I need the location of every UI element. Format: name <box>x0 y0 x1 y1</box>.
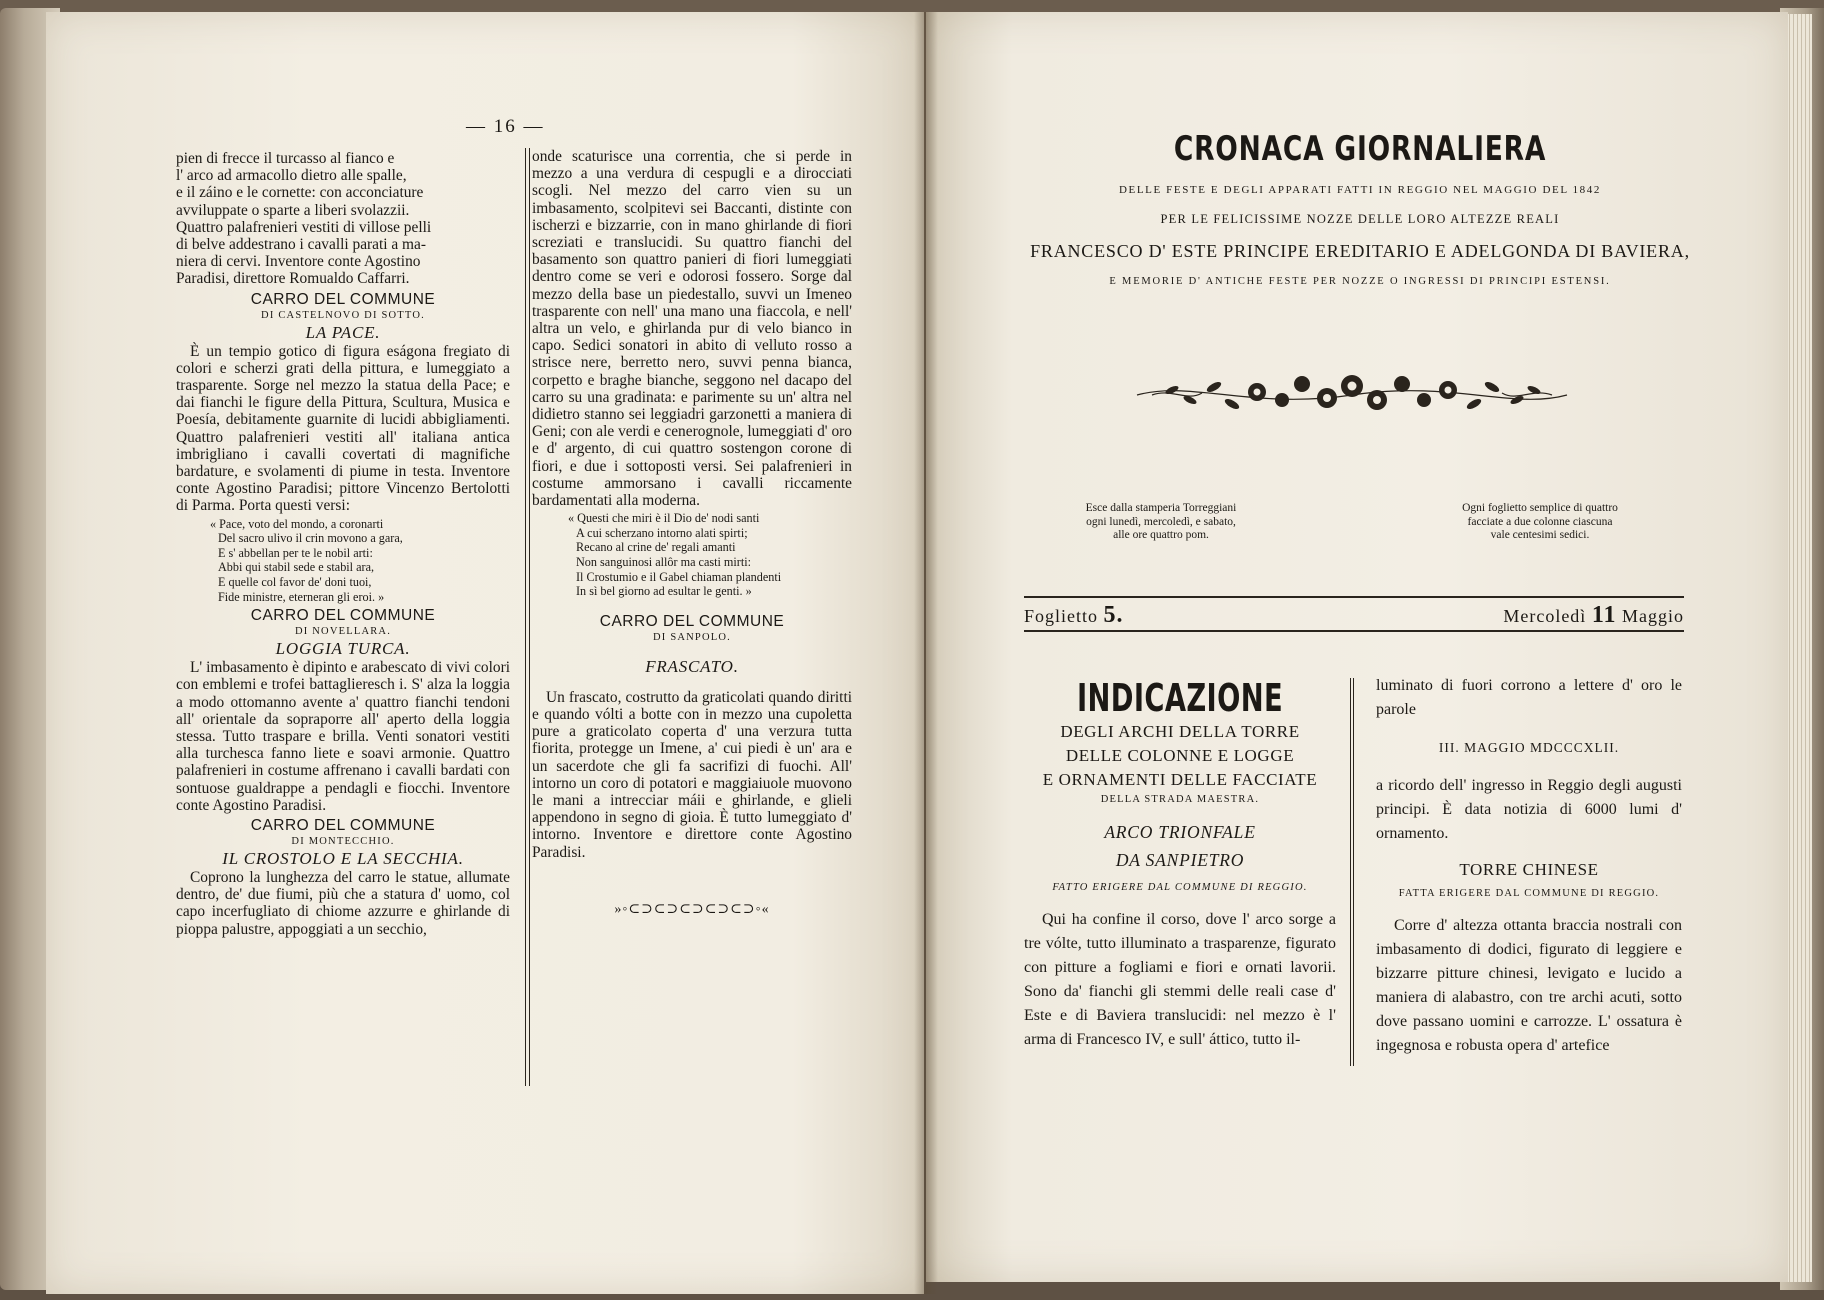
text-line: Quattro palafrenieri vestiti di villose pelli <box>176 218 432 236</box>
article-heading: DEGLI ARCHI DELLA TORRE <box>1060 722 1300 741</box>
article-subheading: DELLA STRADA MAESTRA. <box>1100 794 1260 805</box>
date-day: 11 <box>1591 602 1617 628</box>
verse-line: Abbi qui stabil sede e stabil ara, <box>218 560 375 575</box>
column-divider <box>525 148 530 1086</box>
intro-text <box>176 150 510 288</box>
text-line: niera di cervi. Inventore conte Agostino <box>176 253 421 271</box>
text-line: pien di frecce il turcasso al fianco e <box>176 150 395 167</box>
section-body: Coprono la lunghezza del carro le statue, allumate dentro, de' due fiumi, più che a statura d' uomo, col capo incerfugliato di chiome azzurre e ghirlande di pioppa palustre, appoggiati a un secchio, <box>176 869 510 938</box>
rule-top <box>1024 596 1684 598</box>
right-column-1 <box>1024 676 1336 1052</box>
section-body: L' imbasamento è dipinto e arabescato di vivi colori con emblemi e trofei battaglieresch i. S' alza la loggia a modo ottomanno avente a' quattro fianchi tendoni all' orientale da sopraporre all' aperto della loggia stessa. Tutto traspare e brilla. Venti sonatori vestiti alla turchesca fanno liete e soavi armonie. Quattro palafrenieri in costume affrenano i cavalli bardati con sontuose gualdrappe a pendagli e fiocchi. Inventore conte Agostino Paradisi. <box>176 659 510 814</box>
section-title: LA PACE. <box>305 322 381 342</box>
page-number: — 16 — <box>466 116 545 137</box>
section-body: Corre d' altezza ottanta braccia nostrali con imbasamento di dodici, figurato di leggiere e bizzarre pitture chinesi, levigato e lucido a maniera di alabastro, con tre archi acuti, sotto dove passano uomini e carrozze. L' ossatura è ingegnosa e robusta opera d' artefice <box>1376 917 1682 1054</box>
issue-bar <box>1024 602 1684 628</box>
verse-line: E quelle col favor de' doni tuoi, <box>218 575 372 590</box>
price-info <box>1430 502 1650 543</box>
issue-label: Foglietto <box>1024 606 1099 626</box>
section-title: LOGGIA TURCA. <box>275 639 411 659</box>
section-heading: CARRO DEL COMMUNE <box>599 612 785 630</box>
section-place: DI CASTELNOVO DI SOTTO. <box>261 309 425 321</box>
issue-date <box>1503 602 1684 629</box>
verse-line: Non sanguinosi allôr ma casti mirti: <box>576 555 751 570</box>
section-body: onde scaturisce una correntia, che si perde in mezzo a una verdura di cespugli e a dirocciati scogli. Nel mezzo del carro vien su un imbasamento, scolpitevi sei Baccanti, distinte con ischerzi e bizzarrie, con in mano ghirlande di fiori screziati e translucidi. Su quattro fianchi del basamento son quattro panieri di fiori lumeggiati dentro come se veri e odorosi fossero. Sorge dal mezzo della base un piedestallo, suvvi un Imeneo trasparente con nell' una mano una fiaccola, e nell' altra un velo, e ghirlanda pur di velo bianco in capo. Sedici sonatori in abito di velluto rosso a strisce nere, berretto nero, suvvi penna bianca, corpetto e braghe bianche, seggono nel dacapo del carro su una gradinata: e parimente su un' altra nel didietro stanno sei leggiadri garzonetti a maniera di Geni; con ale verdi e cenerognole, lumeggiati d' oro e d' argento, di cui quattro sostengon corone di fiori, e due i sottoposti versi. Sei palafrenieri in costume ammorsano i cavalli riccamente bardamentati alla moderna. <box>532 148 852 510</box>
section-place: DI SANPOLO. <box>653 631 731 643</box>
book-gutter <box>914 12 938 1294</box>
text-line: avviluppate o sparte a liberi svolazzii. <box>176 201 410 219</box>
info-line: ogni lunedì, mercoledì, e sabato, <box>1086 515 1236 528</box>
verse-line: E s' abbellan per te le nobil arti: <box>218 545 373 560</box>
issue-value: 5. <box>1103 602 1124 628</box>
section-subheading: FATTA ERIGERE DAL COMMUNE DI REGGIO. <box>1398 888 1660 899</box>
article-heading: DELLE COLONNE E LOGGE <box>1065 746 1295 765</box>
info-line: Ogni foglietto semplice di quattro <box>1462 502 1618 514</box>
section-title: IL CROSTOLO E LA SECCHIA. <box>222 849 464 869</box>
verse-line: A cui scherzano intorno alati spirti; <box>576 525 748 540</box>
info-line: alle ore quattro pom. <box>1113 529 1209 541</box>
date-month: Maggio <box>1622 606 1684 626</box>
verse-block <box>532 511 852 599</box>
masthead-subtitle: PER LE FELICISSIME NOZZE DELLE LORO ALTEZZE REALI <box>1160 212 1560 226</box>
left-column-2 <box>532 148 852 918</box>
section-heading: CARRO DEL COMMUNE <box>250 607 436 625</box>
section-body: a ricordo dell' ingresso in Reggio degli augusti principi. È data notizia di 6000 lumi d' ornamento. <box>1376 777 1682 842</box>
verse-line: Del sacro ulivo il crin movono a gara, <box>218 531 403 546</box>
section-place: DI NOVELLARA. <box>294 626 392 638</box>
article-heading: E ORNAMENTI DELLE FACCIATE <box>1042 770 1318 789</box>
text-line: Paradisi, direttore Romualdo Caffarri. <box>176 270 410 288</box>
section-title: ARCO TRIONFALE <box>1104 822 1256 842</box>
info-line: facciate a due colonne ciascuna <box>1467 515 1613 528</box>
verse-line: Fide ministre, eterneran gli eroi. » <box>218 589 385 604</box>
section-body: Un frascato, costrutto da graticolati quando diritti e quando vólti a botte con in mezzo una cupoletta pure a graticolato coperta d' una verzura tutta fiorita, protegge un Imene, a' cui piedi è un' ara e un sacerdote che gli fa sacrifizi di fuochi. All' intorno un coro di potatori e maggiaiuole muovono le mani a intrecciar máii e ghirlande, e glieli appendono in segno di gioia. È tutto lumeggiato d' intorno. Inventore e direttore conte Agostino Paradisi. <box>532 688 852 861</box>
rule-bottom <box>1024 630 1684 632</box>
section-body: È un tempio gotico di figura eságona fregiato di colori e scherzi grati della pittura, e lumeggiato a trasparente. Sorge nel mezzo la statua della Pace; e dai fianchi le figure della Pittura, Scultura, Musica e Poesía, debitamente guarnite di lucidi abbigliamenti. Quattro palafrenieri vestiti all' italiana antica imbrigliano i cavalli covertati di magnifiche bardature, e svolamenti di piume in testa. Inventore conte Agostino Paradisi; pittore Vincenzo Bertolotti di Parma. Porta questi versi: <box>176 342 510 515</box>
verse-line: Recano al crine de' regali amanti <box>576 540 736 555</box>
verse-line: Il Crostumio e il Gabel chiaman plandenti <box>576 569 782 584</box>
info-line: vale centesimi sedici. <box>1490 529 1590 541</box>
date-weekday: Mercoledì <box>1503 606 1587 626</box>
column-divider <box>1350 678 1354 1066</box>
newspaper-title: CRONACA GIORNALIERA <box>1173 129 1547 169</box>
left-column-1 <box>176 150 510 938</box>
publisher-info <box>1056 502 1266 543</box>
section-heading: CARRO DEL COMMUNE <box>250 290 436 308</box>
masthead-subtitle: E MEMORIE D' ANTICHE FESTE PER NOZZE O INGRESSI DI PRINCIPI ESTENSI. <box>1109 276 1611 287</box>
section-body: Qui ha confine il corso, dove l' arco sorge a tre vólte, tutto illuminato a trasparenze, figurato con pitture a fogliami e fiori e ornati lavorii. Sono da' fianchi gli stemmi delle reali case d' Este e di Baviera translucidi: nel mezzo è l' arma di Francesco IV, e sull' áttico, tutto il- <box>1024 911 1336 1048</box>
inscription: III. MAGGIO MDCCCXLII. <box>1438 740 1620 755</box>
verse-line: « Pace, voto del mondo, a coronarti <box>210 516 384 531</box>
verse-line: « Questi che miri è il Dio de' nodi santi <box>568 511 760 526</box>
section-heading: CARRO DEL COMMUNE <box>250 817 436 835</box>
section-place: DI MONTECCHIO. <box>291 836 395 848</box>
section-subheading: FATTO ERIGERE DAL COMMUNE DI REGGIO. <box>1052 882 1308 893</box>
right-column-2 <box>1376 674 1682 1058</box>
masthead-names: FRANCESCO D' ESTE PRINCIPE EREDITARIO E ADELGONDA DI BAVIERA, <box>1030 241 1690 261</box>
section-body: luminato di fuori corrono a lettere d' oro le parole <box>1376 677 1682 718</box>
masthead-subtitle: DELLE FESTE E DEGLI APPARATI FATTI IN REGGIO NEL MAGGIO DEL 1842 <box>1119 184 1601 196</box>
text-line: l' arco ad armacollo dietro alle spalle, <box>176 167 407 185</box>
section-title: FRASCATO. <box>645 656 739 676</box>
masthead <box>1020 128 1700 287</box>
verse-line: In sì bel giorno ad esultar le genti. » <box>576 584 752 599</box>
info-line: Esce dalla stamperia Torreggiani <box>1085 502 1237 514</box>
issue-number <box>1024 602 1124 629</box>
section-heading: TORRE CHINESE <box>1459 860 1599 879</box>
verse-block <box>176 517 510 605</box>
text-line: e il záino e le cornette: con acconciature <box>176 184 424 202</box>
article-title: INDICAZIONE <box>1076 676 1284 720</box>
tailpiece-ornament: »◦⊂⊃⊂⊃⊂⊃⊂⊃⊂⊃◦« <box>614 901 770 917</box>
text-line: di belve addestrano i cavalli parati a ma- <box>176 236 426 254</box>
section-title: DA SANPIETRO <box>1115 850 1245 870</box>
floral-vignette <box>1132 360 1572 430</box>
